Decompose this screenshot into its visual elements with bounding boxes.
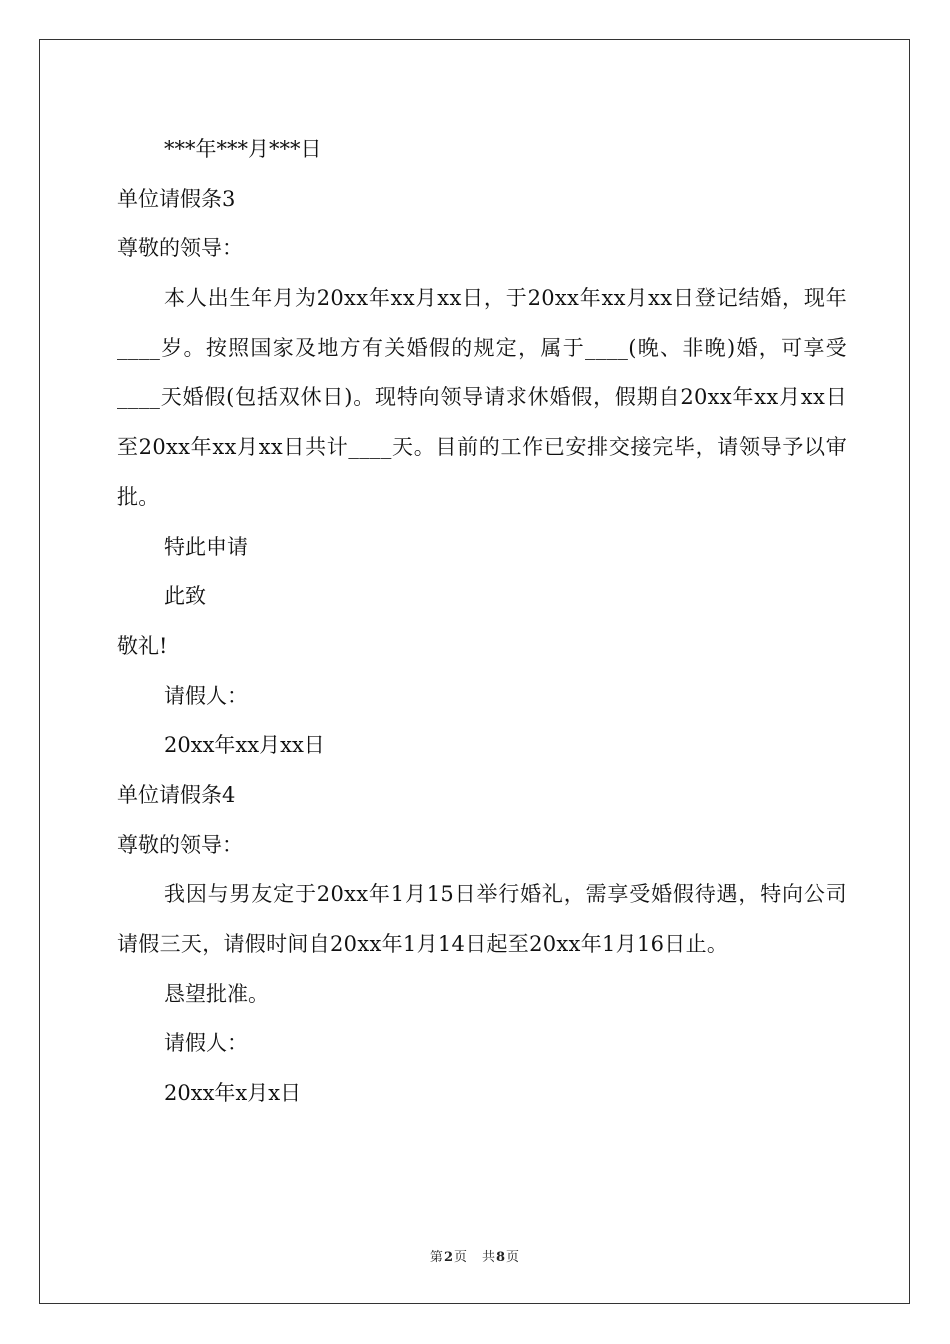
letter4-title: 单位请假条4: [117, 783, 236, 808]
letter3-date: 20xx年xx月xx日: [164, 733, 325, 758]
document-body: [117, 125, 847, 1119]
letter4-closing-request: 恳望批准。: [164, 981, 269, 1006]
letter3-closing-zhizhi: 此致: [164, 584, 206, 609]
date-line: ***年***月***日: [164, 137, 322, 161]
letter3-body: 本人出生年月为20xx年xx月xx日，于20xx年xx月xx日登记结婚，现年____岁。按照国家及地方有关婚假的规定，属于____(晚、非晚)婚，可享受____天婚假(包括双休日)。现特向领导请求休婚假，假期自20xx年xx月xx日至20xx年xx月xx日共计____天。目前的工作已安排交接完毕，请领导予以审批。: [117, 286, 847, 509]
letter3-closing-apply: 特此申请: [164, 534, 248, 559]
letter3-closing-regards: 敬礼!: [117, 633, 168, 658]
page-number-footer: [0, 1246, 950, 1265]
letter4-salutation: 尊敬的领导：: [117, 832, 243, 857]
page-mid: 页 共: [453, 1250, 496, 1265]
page-current: 2: [443, 1250, 454, 1265]
letter3-applicant: 请假人：: [164, 683, 248, 708]
letter3-salutation: 尊敬的领导：: [117, 236, 243, 261]
page-suffix: 页: [506, 1250, 521, 1265]
letter4-applicant: 请假人：: [164, 1031, 248, 1056]
page-prefix: 第: [429, 1250, 444, 1265]
letter4-date: 20xx年x月x日: [164, 1081, 302, 1106]
page-total: 8: [496, 1250, 507, 1265]
letter3-title: 单位请假条3: [117, 186, 236, 211]
letter4-body: 我因与男友定于20xx年1月15日举行婚礼，需享受婚假待遇，特向公司请假三天，请假时间自20xx年1月14日起至20xx年1月16日止。: [117, 882, 847, 957]
